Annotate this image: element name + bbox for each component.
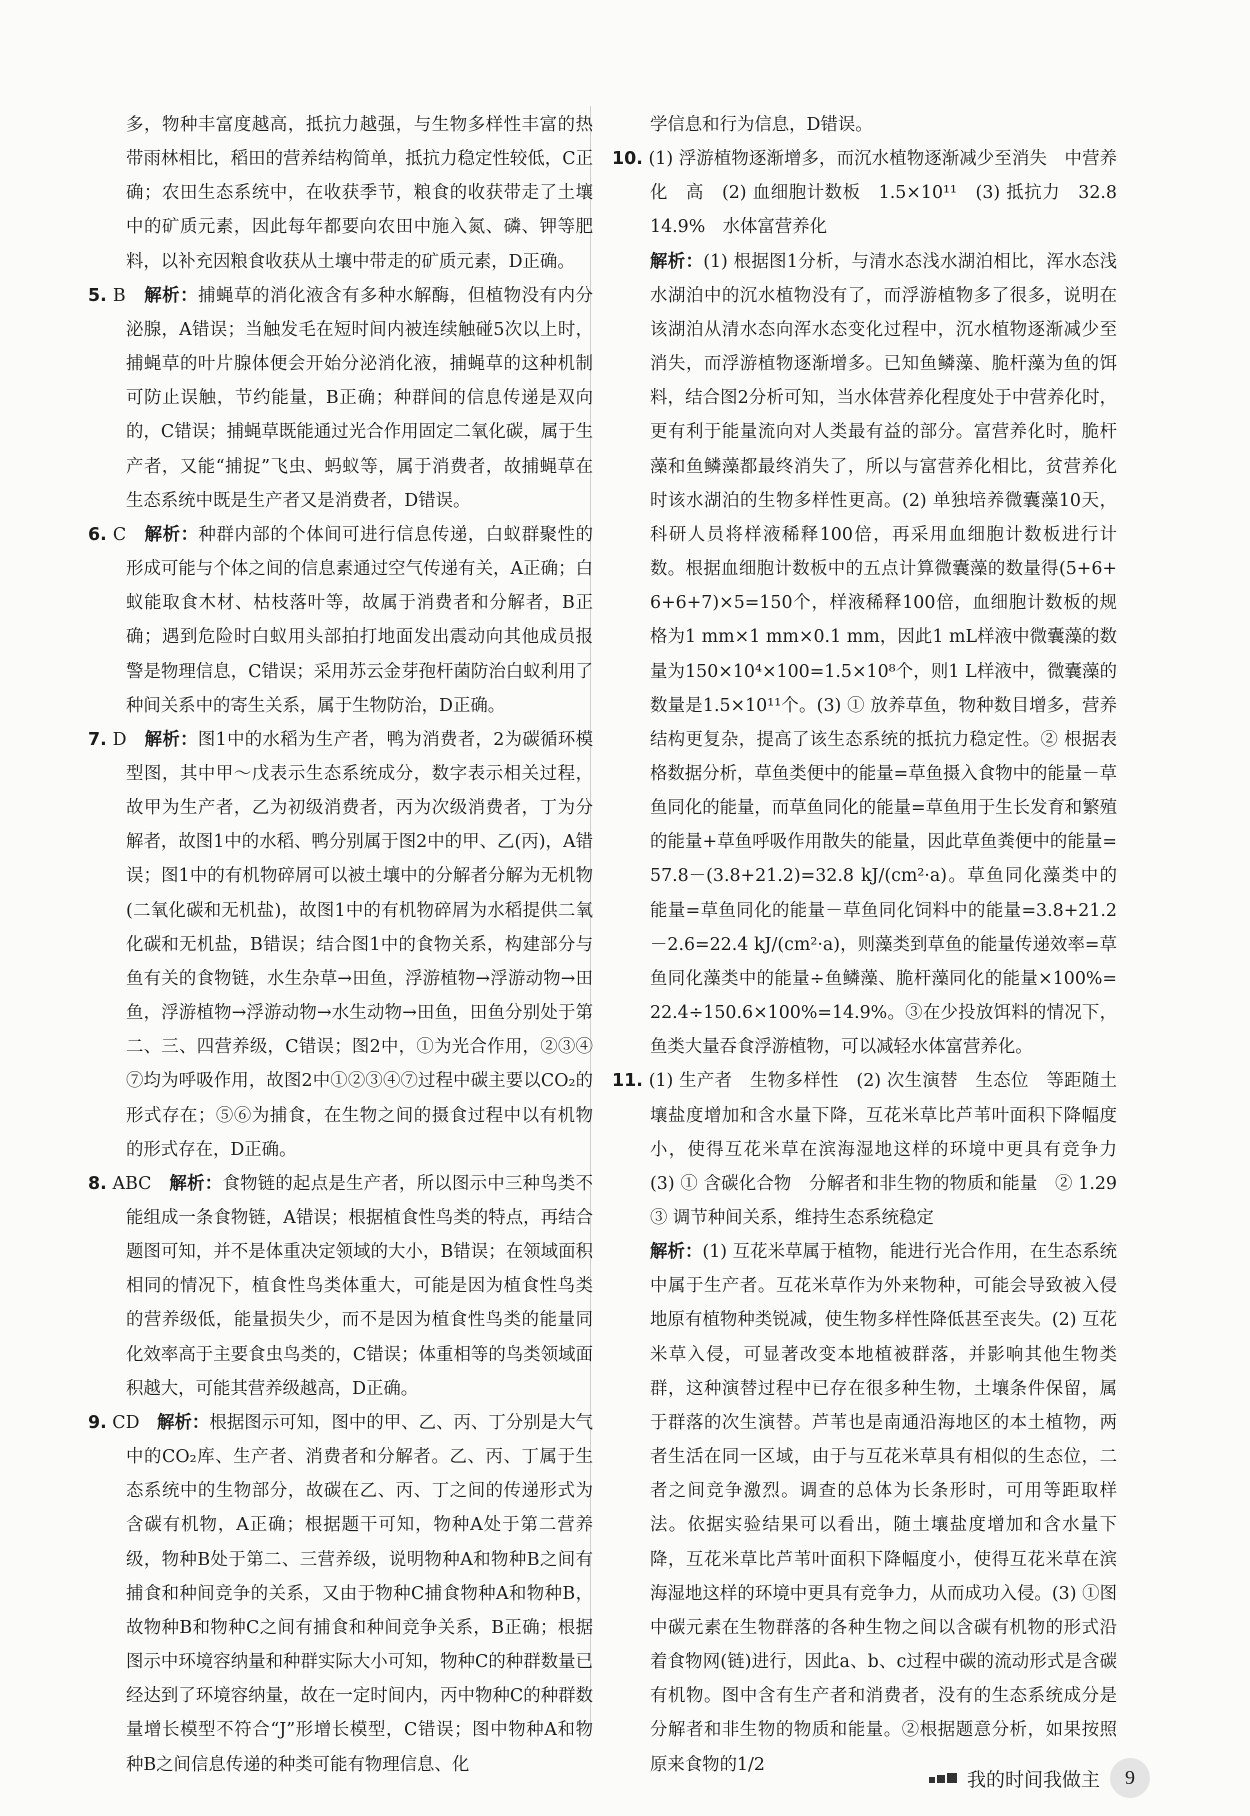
analysis-text: 图1中的水稻为生产者，鸭为消费者，2为碳循环模型图，其中甲～戊表示生态系统成分，数字表示相关过程，故甲为生产者，乙为初级消费者，丙为次级消费者，丁为分解者，故图1中的水稻、鸭分别属于图2中的甲、乙(丙)，A错误；图1中的有机物碎屑可以被土壤中的分解者分解为无机物(二氧化碳和无机盐)，故图1中的有机物碎屑为水稻提供二氧化碳和无机盐，B错误；结合图1中的食物关系，构建部分与鱼有关的食物链，水生杂草→田鱼，浮游植物→浮游动物→田鱼，浮游植物→浮游动物→水生动物→田鱼，田鱼分别处于第二、三、四营养级，C错误；图2中，①为光合作用，②③④⑦均为呼吸作用，故图2中①②③④⑦过程中碳主要以CO₂的形式存在；⑤⑥为捕食，在生物之间的摄食过程中以有机物的形式存在，D正确。: [126, 729, 593, 1160]
answer-item: [88, 1167, 593, 1406]
analysis-text: 捕蝇草的消化液含有多种水解酶，但植物没有内分泌腺，A错误；当触发毛在短时间内被连续触碰5次以上时，捕蝇草的叶片腺体便会开始分泌消化液，捕蝇草的这种机制可防止误触，节约能量，B正确；种群间的信息传递是双向的，C错误；捕蝇草既能通过光合作用固定二氧化碳，属于生产者，又能“捕捉”飞虫、蚂蚁等，属于消费者，故捕蝇草在生态系统中既是生产者又是消费者，D错误。: [126, 285, 593, 511]
left-column: [88, 108, 593, 1782]
analysis-text: 种群内部的个体间可进行信息传递，白蚁群聚性的形成可能与个体之间的信息素通过空气传递有关，A正确；白蚁能取食木材、枯枝落叶等，故属于消费者和分解者，B正确；遇到危险时白蚁用头部拍打地面发出震动向其他成员报警是物理信息，C错误；采用苏云金芽孢杆菌防治白蚁利用了种间关系中的寄生关系，属于生物防治，D正确。: [126, 524, 593, 716]
item-answer: (1) 生产者 生物多样性 (2) 次生演替 生态位 等距随土壤盐度增加和含水量下降，互花米草比芦苇叶面积下降幅度小，使得互花米草在滨海湿地这样的环境中更具有竞争力 (3) ① 含碳化合物 分解者和非生物的物质和能量 ② 1.29 ③ 调节种间关系，维持生态系统稳定: [648, 1071, 1135, 1228]
analysis-text: (1) 互花米草属于植物，能进行光合作用，在生态系统中属于生产者。互花米草作为外来物种，可能会导致被入侵地原有植物种类锐减，使生物多样性降低甚至丧失。(2) 互花米草入侵，可显著改变本地植被群落，并影响其他生物类群，这种演替过程中已存在很多种生物，土壤条件保留，属于群落的次生演替。芦苇也是南通沿海地区的本土植物，两者生活在同一区域，由于与互花米草具有相似的生态位，二者之间竞争激烈。调查的总体为长条形时，可用等距取样法。依据实验结果可以看出，随土壤盐度增加和含水量下降，互花米草比芦苇叶面积下降幅度小，使得互花米草在滨海湿地这样的环境中更具有竞争力，从而成功入侵。(3) ①图中碳元素在生物群落的各种生物之间以含碳有机物的形式沿着食物网(链)进行，因此a、b、c过程中碳的流动形式是含碳有机物。图中含有生产者和消费者，没有的生态系统成分是分解者和非生物的物质和能量。②根据题意分析，如果按照原来食物的1/2: [650, 1242, 1117, 1775]
answer-item: [88, 518, 593, 723]
analysis-text: 根据图示可知，图中的甲、乙、丙、丁分别是大气中的CO₂库、生产者、消费者和分解者。乙、丙、丁属于生态系统中的生物部分，故碳在乙、丙、丁之间的传递形式为含碳有机物，A正确；根据题干可知，物种A处于第二营养级，物种B处于第二、三营养级，说明物种A和物种B之间有捕食和种间竞争的关系，又由于物种C捕食物种A和物种B，故物种B和物种C之间有捕食和种间竞争关系，B正确；根据图示中环境容纳量和种群实际大小可知，物种C的种群数量已经达到了环境容纳量，故在一定时间内，丙中物种C的种群数量增长模型不符合“J”形增长模型，C错误；图中物种A和物种B之间信息传递的种类可能有物理信息、化: [126, 1412, 593, 1775]
logo-squares-icon: [929, 1773, 957, 1783]
analysis-paragraph: [612, 245, 1117, 1065]
answer-item: [612, 1064, 1135, 1235]
analysis-text: 食物链的起点是生产者，所以图示中三种鸟类不能组成一条食物链，A错误；根据植食性鸟类的特点，再结合题图可知，并不是体重决定领域的大小，B错误；在领域面积相同的情况下，植食性鸟类体重大，可能是因为植食性鸟类的营养级低，能量损失少，而不是因为植食性鸟类的能量同化效率高于主要食虫鸟类的，C错误；体重相等的鸟类领域面积越大，可能其营养级越高，D正确。: [126, 1173, 593, 1399]
analysis-label: 解析：: [144, 524, 199, 545]
page-footer: [929, 1758, 1150, 1798]
item-answer: CD: [112, 1412, 140, 1433]
answer-item: [88, 279, 593, 518]
item-answer: ABC: [112, 1173, 152, 1194]
item-answer: B: [112, 285, 126, 306]
page-number: 9: [1110, 1758, 1150, 1798]
right-column: [612, 108, 1135, 1782]
analysis-label: 解析：: [169, 1173, 223, 1194]
analysis-label: 解析：: [650, 251, 704, 272]
analysis-label: 解析：: [144, 729, 198, 750]
item-answer: (1) 浮游植物逐渐增多，而沉水植物逐渐减少至消失 中营养化 高 (2) 血细胞计数板 1.5×10¹¹ (3) 抵抗力 32.8 14.9% 水体富营养化: [648, 149, 1135, 238]
item-number: 9.: [88, 1412, 107, 1433]
analysis-text: (1) 根据图1分析，与清水态浅水湖泊相比，浑水态浅水湖泊中的沉水植物没有了，而浮游植物多了很多，说明在该湖泊从清水态向浑水态变化过程中，沉水植物逐渐减少至消失，而浮游植物逐渐增多。已知鱼鳞藻、脆杆藻为鱼的饵料，结合图2分析可知，当水体营养化程度处于中营养化时，更有利于能量流向对人类最有益的部分。富营养化时，脆杆藻和鱼鳞藻都最终消失了，所以与富营养化相比，贫营养化时该水湖泊的生物多样性更高。(2) 单独培养微囊藻10天，科研人员将样液稀释100倍，再采用血细胞计数板进行计数。根据血细胞计数板中的五点计算微囊藻的数量得(5+6+6+6+7)×5=150个，样液稀释100倍，血细胞计数板的规格为1 mm×1 mm×0.1 mm，因此1 mL样液中微囊藻的数量为150×10⁴×100=1.5×10⁸个，则1 L样液中，微囊藻的数量是1.5×10¹¹个。(3) ① 放养草鱼，物种数目增多，营养结构更复杂，提高了该生态系统的抵抗力稳定性。② 根据表格数据分析，草鱼类便中的能量=草鱼摄入食物中的能量－草鱼同化的能量，而草鱼同化的能量=草鱼用于生长发育和繁殖的能量+草鱼呼吸作用散失的能量，因此草鱼粪便中的能量=57.8－(3.8+21.2)=32.8 kJ/(cm²·a)。草鱼同化藻类中的能量=草鱼同化的能量－草鱼同化饲料中的能量=3.8+21.2－2.6=22.4 kJ/(cm²·a)，则藻类到草鱼的能量传递效率=草鱼同化藻类中的能量÷鱼鳞藻、脆杆藻同化的能量×100%=22.4÷150.6×100%=14.9%。③在少投放饵料的情况下，鱼类大量吞食浮游植物，可以减轻水体富营养化。: [650, 251, 1117, 1058]
item-number: 5.: [88, 285, 107, 306]
analysis-label: 解析：: [650, 1242, 703, 1263]
item-answer: C: [112, 524, 127, 545]
item-number: 10.: [612, 149, 643, 170]
continued-text: [612, 108, 1117, 142]
item-number: 7.: [88, 729, 107, 750]
answer-item: [612, 142, 1135, 244]
paragraph-text: 多，物种丰富度越高，抵抗力越强，与生物多样性丰富的热带雨林相比，稻田的营养结构简单，抵抗力稳定性较低，C正确；农田生态系统中，在收获季节，粮食的收获带走了土壤中的矿质元素，因此每年都要向农田中施入氮、磷、钾等肥料，以补充因粮食收获从土壤中带走的矿质元素，D正确。: [126, 115, 593, 272]
analysis-label: 解析：: [144, 285, 199, 306]
item-answer: D: [112, 729, 127, 750]
item-number: 8.: [88, 1173, 107, 1194]
paragraph-text: 学信息和行为信息，D错误。: [650, 115, 873, 135]
item-number: 11.: [612, 1071, 643, 1092]
continued-text: [88, 108, 593, 279]
answer-item: [88, 723, 593, 1167]
analysis-label: 解析：: [157, 1412, 210, 1433]
footer-slogan: 我的时间我做主: [966, 1768, 1100, 1791]
answer-item: [88, 1406, 593, 1782]
analysis-paragraph: [612, 1235, 1117, 1782]
item-number: 6.: [88, 524, 107, 545]
